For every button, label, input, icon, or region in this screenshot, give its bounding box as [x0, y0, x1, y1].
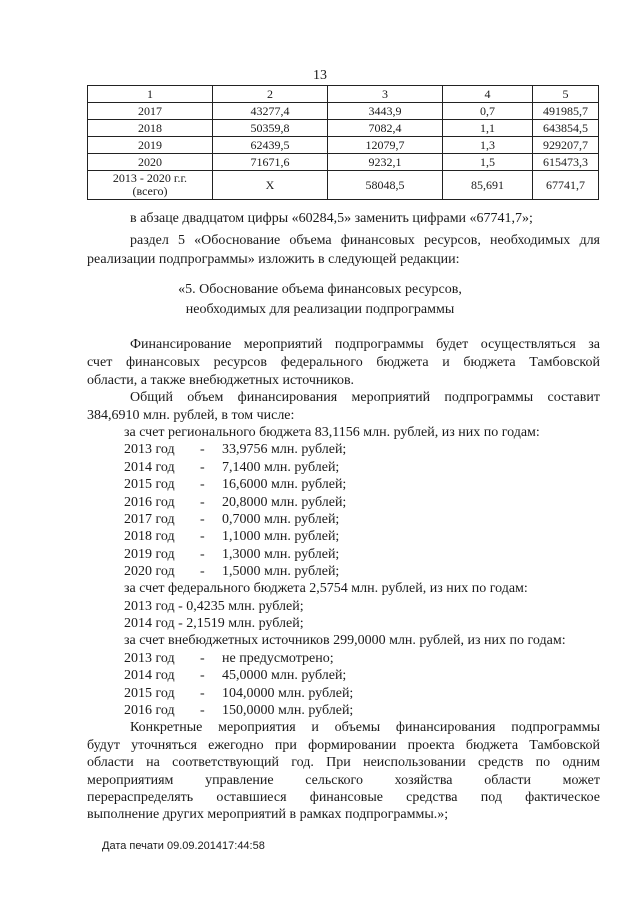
table-total-cell: 58048,5 [328, 171, 443, 200]
dash: - [200, 460, 205, 475]
table-cell: 3443,9 [328, 103, 443, 120]
year-amount: 1,1000 млн. рублей; [222, 529, 340, 544]
section-heading-line2: необходимых для реализации подпрограммы [185, 302, 455, 317]
financing-table [87, 85, 599, 200]
regional-year-item [124, 528, 339, 545]
year-label: 2016 год [124, 703, 175, 718]
table-cell-year: 2017 [88, 103, 213, 120]
table-cell: 1,3 [443, 137, 533, 154]
table-header-cell: 5 [533, 86, 599, 103]
table-cell: 1,1 [443, 120, 533, 137]
page-number: 13 [313, 68, 327, 83]
paragraph-financing-line3: области, а также внебюджетных источников. [87, 373, 355, 388]
total-label-line2: (всего) [132, 184, 168, 198]
regional-year-item [124, 546, 339, 563]
extra-year-item [124, 702, 353, 719]
year-amount: 16,6000 млн. рублей; [222, 477, 347, 492]
year-amount: 7,1400 млн. рублей; [222, 460, 340, 475]
table-cell: 7082,4 [328, 120, 443, 137]
table-header-cell: 4 [443, 86, 533, 103]
regional-year-item [124, 563, 339, 580]
table-row [88, 103, 599, 120]
table-cell: 0,7 [443, 103, 533, 120]
paragraph-financing-line2: счет финансовых ресурсов федерального бюджета и бюджета Тамбовской [87, 355, 600, 370]
regional-year-item [124, 494, 346, 511]
dash: - [200, 547, 205, 562]
dash: - [200, 512, 205, 527]
paragraph-section5-line2: реализации подпрограммы» изложить в следующей редакции: [87, 252, 460, 267]
year-amount: 1,3000 млн. рублей; [222, 547, 340, 562]
extra-year-item [124, 685, 353, 702]
total-label-line1: 2013 - 2020 г.г. [112, 171, 188, 185]
extra-year-item [124, 667, 346, 684]
federal-year-item: 2013 год - 0,4235 млн. рублей; [124, 599, 304, 614]
table-cell: 62439,5 [213, 137, 328, 154]
table-row [88, 154, 599, 171]
dash: - [200, 529, 205, 544]
table-total-label [88, 171, 213, 200]
table-cell-year: 2020 [88, 154, 213, 171]
table-total-cell: Х [213, 171, 328, 200]
paragraph-specific-line3: области на соответствующий год. При неиспользовании средств по одним [87, 755, 600, 770]
regional-year-item [124, 459, 339, 476]
dash: - [200, 651, 205, 666]
year-amount: 33,9756 млн. рублей; [222, 442, 347, 457]
dash: - [200, 477, 205, 492]
table-total-row [88, 171, 599, 200]
table-total-cell: 85,691 [443, 171, 533, 200]
paragraph-specific-line1: Конкретные мероприятия и объемы финансирования подпрограммы [130, 720, 600, 735]
table-header-cell: 3 [328, 86, 443, 103]
year-amount: не предусмотрено; [222, 651, 334, 666]
year-amount: 1,5000 млн. рублей; [222, 564, 340, 579]
federal-year-item: 2014 год - 2,1519 млн. рублей; [124, 616, 304, 631]
year-label: 2014 год [124, 460, 175, 475]
paragraph-section5-line1: раздел 5 «Обоснование объема финансовых ресурсов, необходимых для [130, 233, 600, 248]
year-amount: 45,0000 млн. рублей; [222, 668, 347, 683]
year-amount: 20,8000 млн. рублей; [222, 495, 347, 510]
table-cell: 9232,1 [328, 154, 443, 171]
paragraph-total-line1: Общий объем финансирования мероприятий подпрограммы составит [130, 390, 600, 405]
paragraph-amendment: в абзаце двадцатом цифры «60284,5» заменить цифрами «67741,7»; [130, 211, 533, 226]
year-label: 2018 год [124, 529, 175, 544]
year-label: 2014 год [124, 668, 175, 683]
print-date-footer: Дата печати 09.09.201417:44:58 [102, 840, 265, 852]
table-cell: 929207,7 [533, 137, 599, 154]
table-header-cell: 1 [88, 86, 213, 103]
table-cell: 12079,7 [328, 137, 443, 154]
year-label: 2020 год [124, 564, 175, 579]
extrabudgetary-line: за счет внебюджетных источников 299,0000 млн. рублей, из них по годам: [124, 633, 566, 648]
table-cell: 71671,6 [213, 154, 328, 171]
year-amount: 150,0000 млн. рублей; [222, 703, 354, 718]
paragraph-total-line2: 384,6910 млн. рублей, в том числе: [87, 408, 295, 423]
year-label: 2013 год [124, 442, 175, 457]
regional-year-item [124, 441, 346, 458]
regional-budget-line: за счет регионального бюджета 83,1156 млн. рублей, из них по годам: [124, 425, 540, 440]
regional-year-item [124, 511, 339, 528]
federal-budget-line: за счет федерального бюджета 2,5754 млн. рублей, из них по годам: [124, 581, 528, 596]
table-cell-year: 2018 [88, 120, 213, 137]
year-label: 2019 год [124, 547, 175, 562]
table-header-row [88, 86, 599, 103]
table-cell-year: 2019 [88, 137, 213, 154]
year-label: 2015 год [124, 477, 175, 492]
table-header-cell: 2 [213, 86, 328, 103]
table-cell: 491985,7 [533, 103, 599, 120]
table-row [88, 120, 599, 137]
year-label: 2013 год [124, 651, 175, 666]
paragraph-financing-line1: Финансирование мероприятий подпрограммы будет осуществляться за [130, 337, 600, 352]
paragraph-specific-line4: мероприятиям управление сельского хозяйства области может [87, 773, 600, 788]
table-cell: 615473,3 [533, 154, 599, 171]
dash: - [200, 668, 205, 683]
section-heading-line1: «5. Обоснование объема финансовых ресурсов, [178, 282, 462, 297]
paragraph-specific-line5: перераспределять оставшиеся финансовые средства под фактическое [87, 790, 600, 805]
year-label: 2017 год [124, 512, 175, 527]
dash: - [200, 703, 205, 718]
table-cell: 1,5 [443, 154, 533, 171]
dash: - [200, 495, 205, 510]
dash: - [200, 442, 205, 457]
table-cell: 643854,5 [533, 120, 599, 137]
paragraph-specific-line6: выполнение других мероприятий в рамках подпрограммы.»; [87, 807, 449, 822]
year-label: 2015 год [124, 686, 175, 701]
table-row [88, 137, 599, 154]
table-cell: 43277,4 [213, 103, 328, 120]
year-label: 2016 год [124, 495, 175, 510]
year-amount: 104,0000 млн. рублей; [222, 686, 354, 701]
regional-year-item [124, 476, 346, 493]
table-cell: 50359,8 [213, 120, 328, 137]
extra-year-item [124, 650, 334, 667]
year-amount: 0,7000 млн. рублей; [222, 512, 340, 527]
dash: - [200, 686, 205, 701]
paragraph-specific-line2: будут уточняться ежегодно при формировании проекта бюджета Тамбовской [87, 738, 600, 753]
table-total-cell: 67741,7 [533, 171, 599, 200]
dash: - [200, 564, 205, 579]
